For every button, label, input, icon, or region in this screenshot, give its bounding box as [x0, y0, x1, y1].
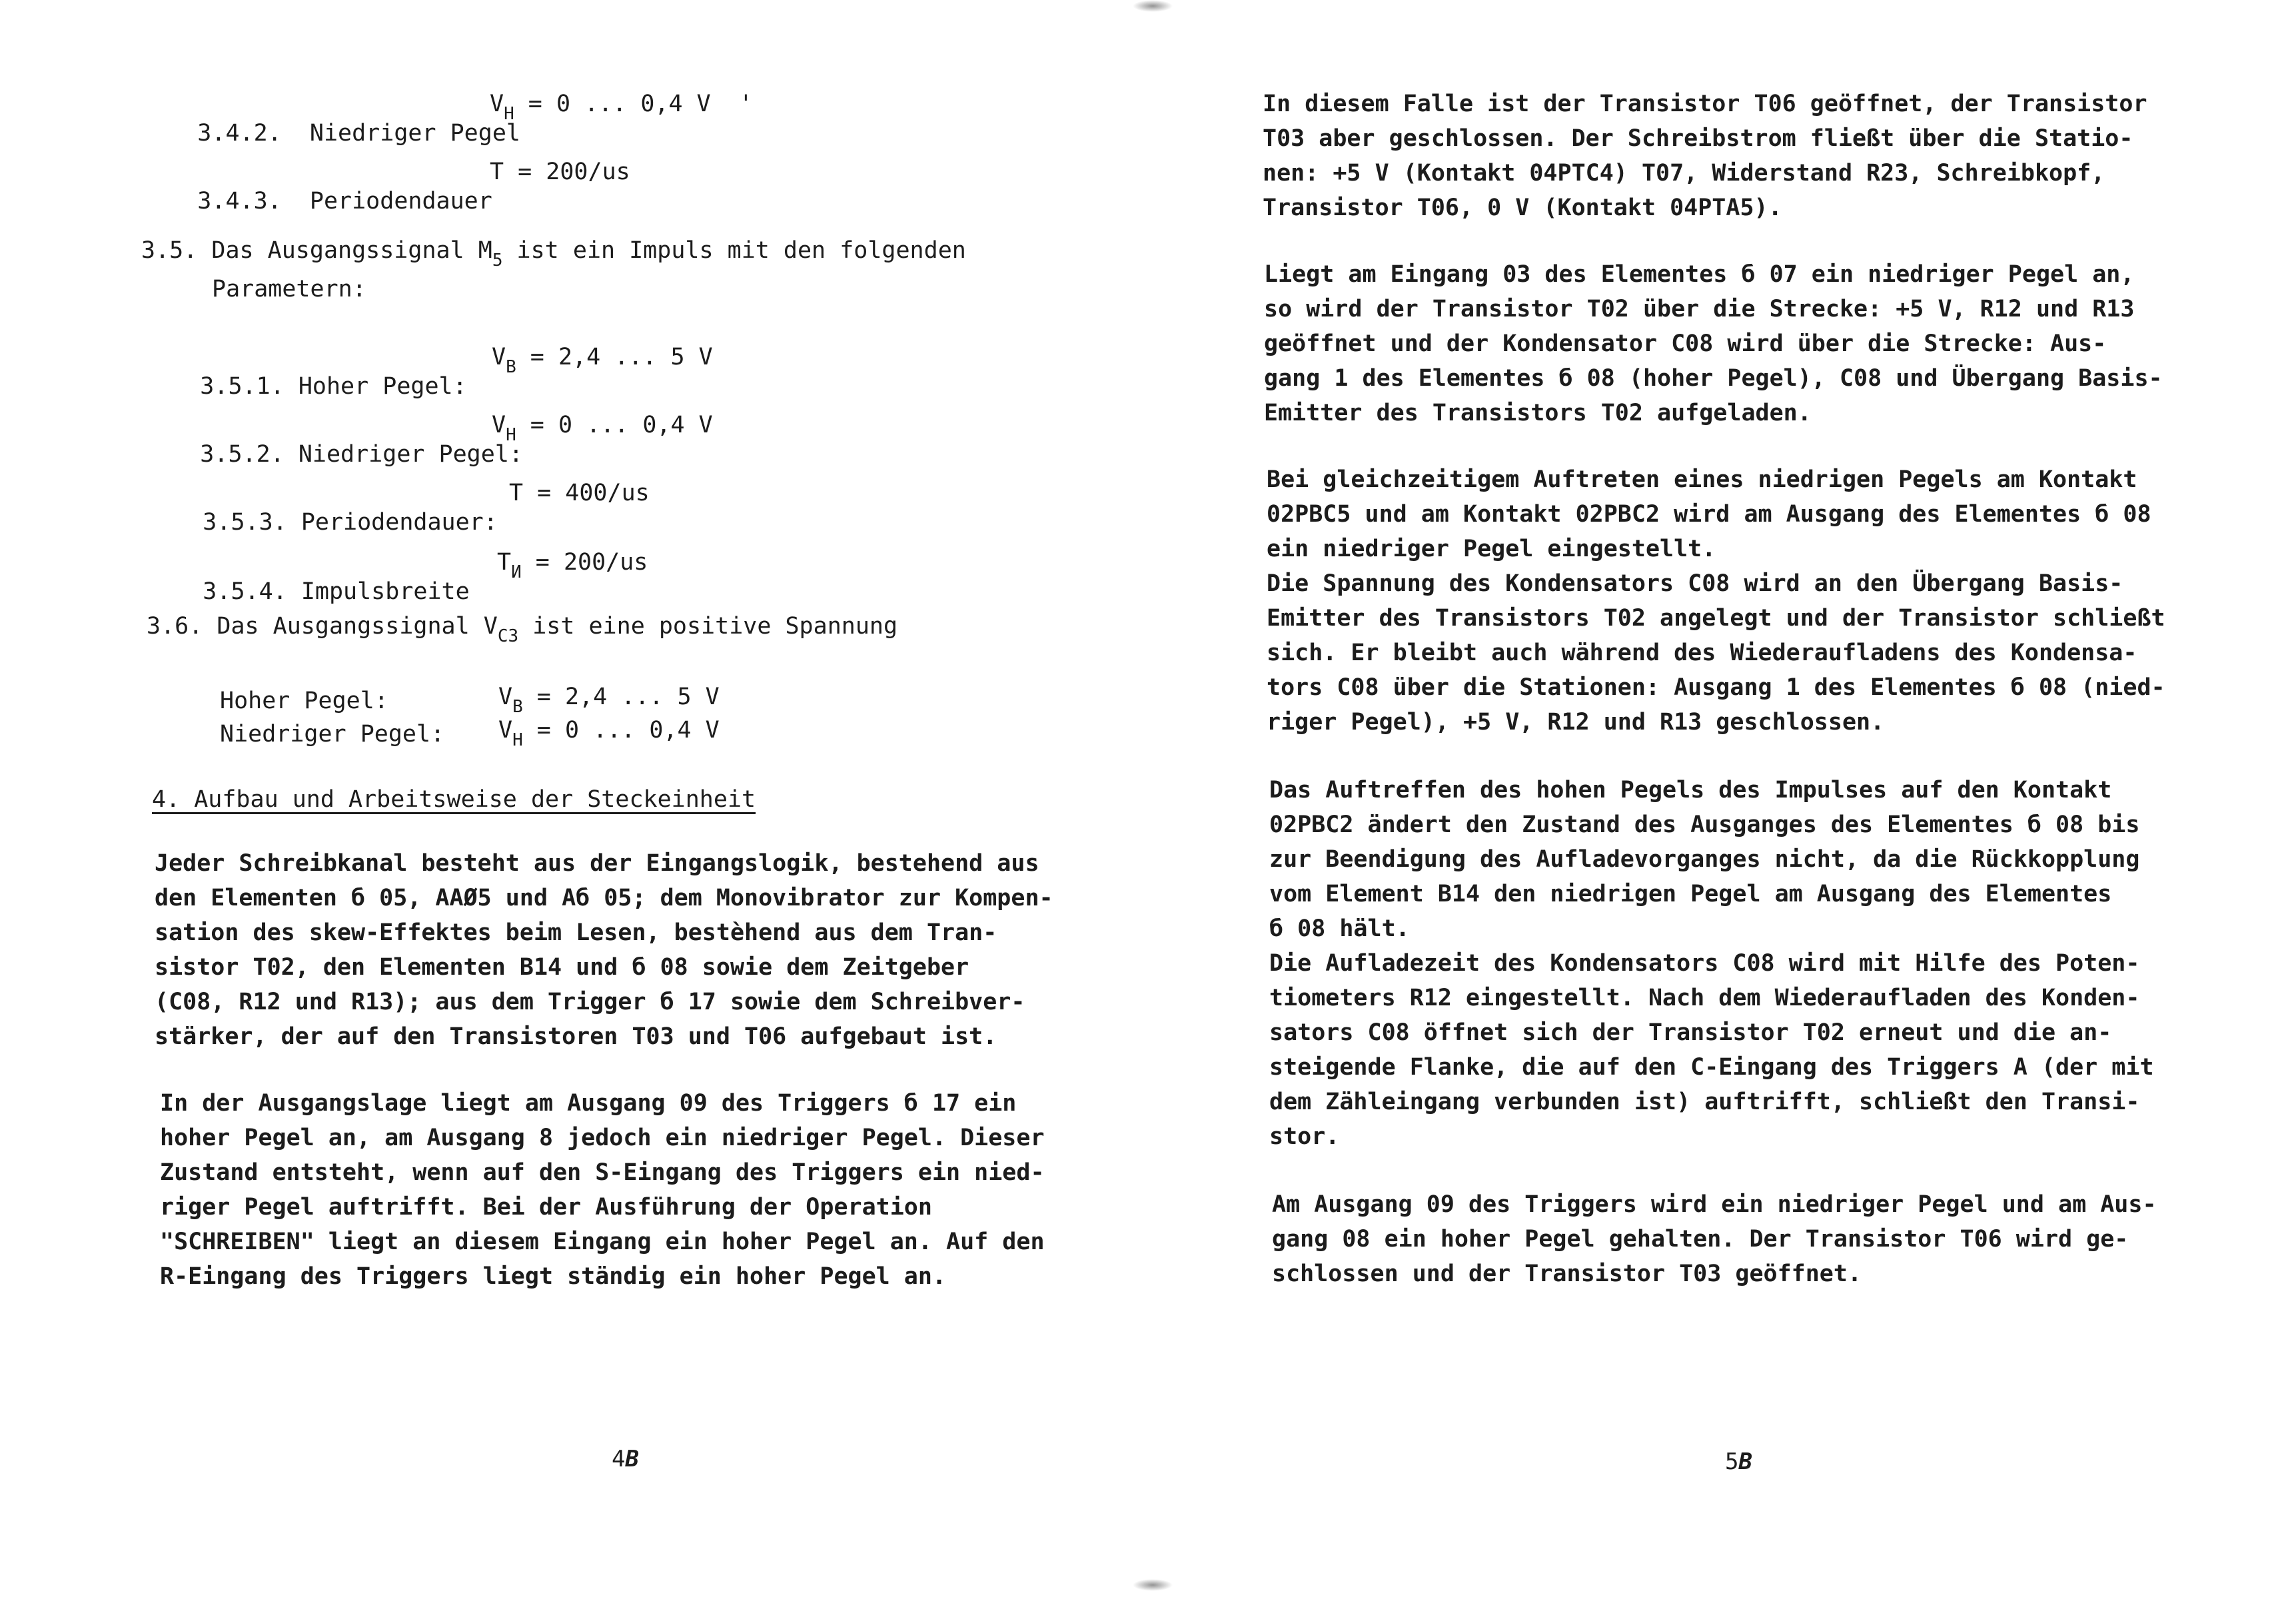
item-text: ist eine positive Spannung: [518, 613, 898, 640]
formula-subscript: H: [506, 425, 516, 445]
text-line: Am Ausgang 09 des Triggers wird ein niedriger Pegel und am Aus-: [1272, 1191, 2157, 1218]
text-line: nen: +5 V (Kontakt 04PTC4) T07, Widerstand R23, Schreibkopf,: [1263, 160, 2105, 187]
formula-value: = 0 ... 0,4 V: [522, 717, 720, 744]
item-3-5-3-formula: [509, 478, 650, 508]
item-number: 3.6.: [147, 613, 203, 640]
item-label: Parametern:: [212, 276, 366, 302]
text-line: Emitter des Transistors T02 aufgeladen.: [1264, 400, 1812, 426]
formula-value: = 200/us: [521, 549, 648, 576]
item-3-6-low-formula: [498, 716, 720, 750]
item-number: 3.5.2.: [200, 441, 285, 468]
item-3-6-low: [220, 720, 444, 749]
item-3-4-3: [141, 157, 492, 245]
text-line: geöffnet und der Kondensator C08 wird über die Strecke: Aus-: [1264, 330, 2107, 357]
text-line: ein niedriger Pegel eingestellt.: [1267, 536, 1716, 562]
text-line: stärker, der auf den Transistoren T03 und T06 aufgebaut ist.: [155, 1023, 997, 1050]
item-number: 3.4.2.: [197, 120, 282, 147]
item-number: 3.5.: [141, 237, 198, 264]
text-line: so wird der Transistor T02 über die Strecke: +5 V, R12 und R13: [1264, 296, 2135, 322]
text-line: In der Ausgangslage liegt am Ausgang 09 des Triggers б 17 ein: [160, 1090, 1017, 1117]
formula-value: = 2,4 ... 5 V: [516, 344, 713, 370]
text-line: 02PBC5 und am Kontakt 02PBC2 wird am Ausgang des Elementes б 08: [1267, 501, 2151, 528]
section-heading: 4. Aufbau und Arbeitsweise der Steckeinheit: [152, 786, 756, 813]
item-label: Das Ausgangssignal М: [211, 237, 492, 264]
item-number: 3.5.4.: [203, 578, 287, 605]
item-3-5-4-formula: [497, 548, 648, 582]
text-line: Das Auftreffen des hohen Pegels des Impulses auf den Kontakt: [1269, 777, 2112, 803]
item-label: Periodendauer:: [300, 509, 498, 536]
page-number: [612, 1446, 639, 1472]
item-number: 3.5.3.: [203, 509, 287, 536]
text-line: Transistor T06, 0 V (Kontakt 04PTA5).: [1263, 195, 1782, 221]
text-line: riger Pegel auftrifft. Bei der Ausführung der Operation: [160, 1194, 932, 1221]
item-3-5-2-formula: [492, 410, 713, 445]
text-line: vom Element B14 den niedrigen Pegel am Ausgang des Elementes: [1269, 881, 2112, 907]
text-line: Zustand entsteht, wenn auf den S-Eingang des Triggers ein nied-: [160, 1159, 1045, 1186]
formula-symbol: V: [492, 344, 506, 370]
formula-subscript: 5: [492, 251, 503, 270]
text-line: Die Spannung des Kondensators C08 wird an den Übergang Basis-: [1267, 570, 2123, 597]
item-number: 3.4.3.: [197, 188, 282, 215]
page-number-mark: B: [625, 1446, 639, 1472]
text-line: sation des skew-Effektes beim Lesen, bestèhend aus dem Tran-: [155, 919, 997, 946]
formula-symbol: V: [492, 412, 506, 438]
text-line: sators C08 öffnet sich der Transistor T02 erneut und die an-: [1269, 1019, 2112, 1046]
text-line: schlossen und der Transistor T03 geöffnet.: [1272, 1261, 1862, 1287]
text-line: gang 1 des Elementes б 08 (hoher Pegel), C08 und Übergang Basis-: [1264, 365, 2163, 392]
page-number-mark: B: [1738, 1448, 1752, 1475]
formula-symbol: V: [490, 91, 504, 117]
formula-symbol: V: [498, 717, 513, 744]
formula-subscript: B: [512, 697, 523, 717]
scan-speck-bottom: [1133, 1579, 1173, 1591]
formula-value: = 0 ... 0,4 V ': [514, 91, 753, 117]
item-3-5-1-formula: [492, 342, 713, 377]
item-label: Das Ausgangssignal V: [217, 613, 498, 640]
item-label: Niedriger Pegel:: [298, 441, 523, 468]
text-line: gang 08 ein hoher Pegel gehalten. Der Transistor T06 wird ge-: [1272, 1226, 2129, 1253]
text-line: dem Zähleingang verbunden ist) auftrifft, schließt den Transi-: [1269, 1089, 2140, 1115]
item-3-4-3-formula: [490, 157, 630, 187]
formula-symbol: T: [509, 480, 524, 506]
text-line: 02PBC2 ändert den Zustand des Ausganges des Elementes б 08 bis: [1269, 811, 2140, 838]
formula-symbol: T: [497, 549, 512, 576]
formula-value: = 0 ... 0,4 V: [516, 412, 713, 438]
text-line: den Elementen б 05, AAØ5 und Aб 05; dem Monovibrator zur Kompen-: [155, 885, 1053, 911]
item-3-6: [147, 612, 898, 646]
item-3-6-high-formula: [498, 682, 720, 717]
text-line: stor.: [1269, 1123, 1340, 1150]
formula-value: = 400/us: [523, 480, 650, 506]
text-line: Emitter des Transistors T02 angelegt und der Transistor schließt: [1267, 605, 2165, 632]
item-label: Impulsbreite: [300, 578, 470, 605]
text-line: T03 aber geschlossen. Der Schreibstrom fließt über die Statio-: [1263, 125, 2133, 152]
formula-value: = 200/us: [504, 159, 630, 185]
text-line: Jeder Schreibkanal besteht aus der Eingangslogik, bestehend aus: [155, 850, 1039, 877]
text-line: In diesem Falle ist der Transistor T06 geöffnet, der Transistor: [1263, 91, 2147, 117]
formula-value: = 2,4 ... 5 V: [522, 684, 720, 710]
text-line: Die Aufladezeit des Kondensators C08 wird mit Hilfe des Poten-: [1269, 950, 2140, 977]
item-label: Niedriger Pegel: [309, 120, 520, 147]
right-page: [1148, 0, 2296, 1597]
text-line: Bei gleichzeitigem Auftreten eines niedrigen Pegels am Kontakt: [1267, 466, 2137, 493]
item-label: Periodendauer: [309, 188, 492, 215]
formula-subscript: H: [512, 730, 523, 750]
formula-subscript: И: [511, 562, 522, 582]
text-line: zur Beendigung des Aufladevorganges nicht, da die Rückkopplung: [1269, 846, 2140, 873]
formula-subscript: B: [506, 357, 516, 377]
text-line: (C08, R12 und R13); aus dem Trigger б 17 sowie dem Schreibver-: [155, 989, 1025, 1015]
text-line: steigende Flanke, die auf den C-Eingang des Triggers А (der mit: [1269, 1054, 2154, 1081]
formula-symbol: T: [490, 159, 504, 185]
text-line: riger Pegel), +5 V, R12 und R13 geschlossen.: [1267, 709, 1885, 736]
item-3-4-2-formula: [490, 89, 753, 124]
item-3-5-cont: [212, 274, 366, 304]
text-line: tiometers R12 eingestellt. Nach dem Wiederaufladen des Konden-: [1269, 985, 2140, 1011]
text-line: hoher Pegel an, am Ausgang 8 jedoch ein niedriger Pegel. Dieser: [160, 1125, 1045, 1151]
page-number: [1725, 1448, 1752, 1475]
page-number-digit: 4: [612, 1446, 626, 1472]
item-text: ist ein Impuls mit den folgenden: [502, 237, 966, 264]
formula-symbol: V: [498, 684, 513, 710]
item-label: Niedriger Pegel:: [220, 721, 445, 748]
item-number: 3.5.1.: [200, 373, 285, 400]
text-line: sich. Er bleibt auch während des Wiederaufladens des Kondensa-: [1267, 640, 2137, 666]
text-line: Liegt am Eingang 03 des Elementes б 07 ein niedriger Pegel an,: [1264, 261, 2135, 288]
item-label: Hoher Pegel:: [298, 373, 467, 400]
text-line: б 08 hält.: [1269, 915, 1410, 942]
text-line: "SCHREIBEN" liegt an diesem Eingang ein hoher Pegel an. Auf den: [160, 1229, 1045, 1255]
page-number-digit: 5: [1725, 1448, 1739, 1475]
scan-speck-top: [1133, 0, 1173, 12]
text-line: R-Eingang des Triggers liegt ständig ein hoher Pegel an.: [160, 1263, 947, 1290]
item-label: Hoher Pegel:: [220, 688, 388, 714]
item-3-5: [141, 236, 966, 270]
text-line: sistor T02, den Elementen B14 und б 08 sowie dem Zeitgeber: [155, 954, 969, 981]
text-line: tors C08 über die Stationen: Ausgang 1 des Elementes б 08 (nied-: [1267, 674, 2165, 701]
item-3-6-high: [220, 686, 388, 716]
formula-subscript: H: [504, 104, 514, 124]
formula-subscript: C3: [497, 626, 519, 646]
